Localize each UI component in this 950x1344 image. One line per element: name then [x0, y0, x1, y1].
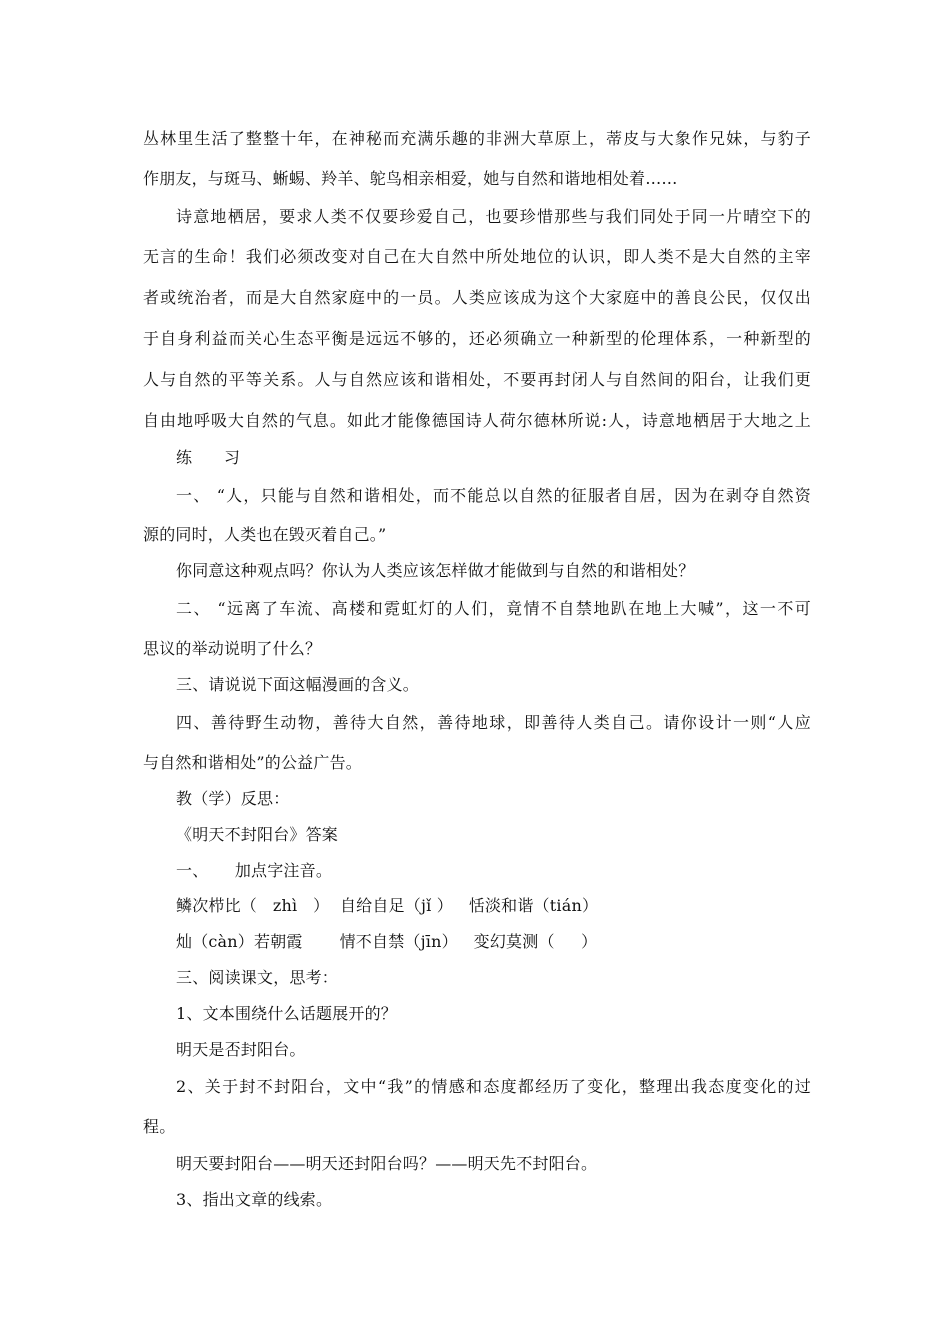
- text-line: 于自身利益而关心生态平衡是远远不够的，还必须确立一种新型的伦理体系，一种新型的: [143, 329, 811, 348]
- text-line: 灿（càn）若朝霞 情不自禁（jīn） 变幻莫测（ ）: [176, 932, 598, 951]
- text-line: 2、关于封不封阳台，文中“我”的情感和态度都经历了变化，整理出我态度变化的过: [176, 1077, 811, 1096]
- text-line: 诗意地栖居，要求人类不仅要珍爱自己，也要珍惜那些与我们同处于同一片晴空下的: [176, 207, 811, 226]
- text-line: 三、请说说下面这幅漫画的含义。: [176, 675, 420, 694]
- section-heading: 练 习: [176, 448, 241, 467]
- text-line: 一、 “人，只能与自然和谐相处，而不能总以自然的征服者自居，因为在剥夺自然资: [176, 486, 811, 505]
- text-line: 鳞次栉比（ zhì ） 自给自足（jǐ ） 恬淡和谐（tián）: [176, 896, 599, 915]
- text-line: 作朋友，与斑马、蜥蜴、羚羊、鸵鸟相亲相爱，她与自然和谐地相处着……: [143, 169, 678, 188]
- text-line: 三、阅读课文，思考：: [176, 968, 339, 987]
- text-line: 教（学）反思：: [176, 789, 290, 808]
- text-line: 明天要封阳台——明天还封阳台吗？——明天先不封阳台。: [176, 1154, 598, 1173]
- text-line: 者或统治者，而是大自然家庭中的一员。人类应该成为这个大家庭中的善良公民，仅仅出: [143, 288, 811, 307]
- text-line: 人与自然的平等关系。人与自然应该和谐相处，不要再封闭人与自然间的阳台，让我们更: [143, 370, 811, 389]
- text-line: 3、指出文章的线索。: [176, 1190, 333, 1209]
- text-line: 你同意这种观点吗？你认为人类应该怎样做才能做到与自然的和谐相处？: [176, 561, 695, 580]
- text-line: 二、 “远离了车流、高楼和霓虹灯的人们，竟情不自禁地趴在地上大喊”，这一不可: [176, 599, 811, 618]
- text-line: 自由地呼吸大自然的气息。如此才能像德国诗人荷尔德林所说:人，诗意地栖居于大地之上: [143, 411, 811, 430]
- text-line: 无言的生命！我们必须改变对自己在大自然中所处地位的认识，即人类不是大自然的主宰: [143, 247, 811, 266]
- text-line: 1、文本围绕什么话题展开的？: [176, 1004, 397, 1023]
- text-line: 思议的举动说明了什么？: [143, 639, 322, 658]
- text-line: 一、 加点字注音。: [176, 861, 333, 880]
- text-line: 四、善待野生动物，善待大自然，善待地球，即善待人类自己。请你设计一则“人应: [176, 713, 811, 732]
- text-line: 源的同时，人类也在毁灭着自己。”: [143, 525, 387, 544]
- answer-title: 《明天不封阳台》答案: [176, 825, 339, 844]
- text-line: 丛林里生活了整整十年，在神秘而充满乐趣的非洲大草原上，蒂皮与大象作兄妹，与豹子: [143, 129, 811, 148]
- text-line: 程。: [143, 1117, 176, 1136]
- text-line: 与自然和谐相处”的公益广告。: [143, 753, 362, 772]
- text-line: 明天是否封阳台。: [176, 1040, 306, 1059]
